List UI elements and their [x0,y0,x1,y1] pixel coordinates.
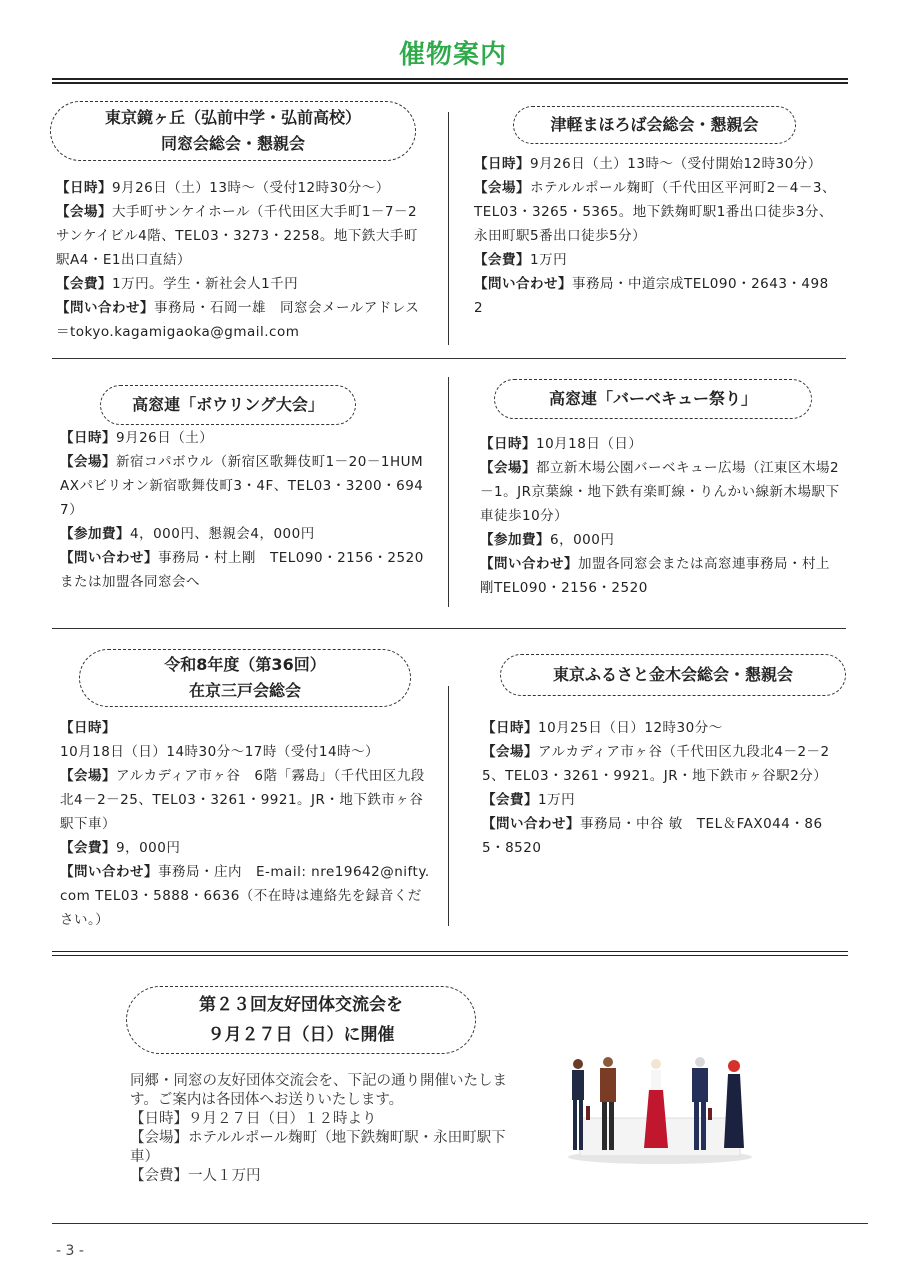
page-number: - 3 - [56,1243,84,1259]
event-datetime [60,426,430,450]
value: 1万円 [538,792,576,808]
label: 【会場】 [480,460,536,476]
event-fee [56,272,431,296]
value: 9月26日（土）13時～（受付開始12時30分） [530,156,822,172]
value: アルカディア市ヶ谷（千代田区九段北4－2－25、TEL03・3261・9921。JR・地下鉄市ヶ谷駅2分） [482,744,830,784]
event-title-pill [500,654,846,696]
event-venue [482,740,842,788]
label: 【会費】 [474,252,530,268]
value: ホテルルポール麹町（千代田区平河町2－4－3、TEL03・3265・5365。地下鉄麹町駅1番出口徒歩3分、永田町駅5番出口徒歩5分） [474,180,836,244]
event-title-pill [79,649,411,707]
event-venue [56,200,431,272]
section-rule-2 [52,955,848,956]
value: 新宿コパボウル（新宿区歌舞伎町1－20－1HUMAXパビリオン新宿歌舞伎町3・4F、TEL03・3200・6947） [60,454,424,518]
event-title-line: 高窓連「バーベキュー祭り」 [548,389,757,408]
event-title-pill [513,106,796,144]
label: 【参加費】 [60,526,130,542]
label: 【日時】 [482,720,538,736]
value: 9月26日（土） [116,430,214,446]
column-divider [448,377,449,607]
exchange-title-pill [126,986,476,1054]
event-venue [474,176,836,248]
event-title-line: 高窓連「ボウリング大会」 [132,395,324,414]
label: 【問い合わせ】 [60,550,158,566]
label: 【会費】 [60,840,116,856]
exchange-fee: 【会費】一人１万円 [130,1168,261,1184]
event-contact [60,546,430,594]
label: 【会場】 [60,454,116,470]
label: 【会費】 [482,792,538,808]
label: 【日時】 [60,720,116,736]
exchange-title-line: 第２３回友好団体交流会を [199,995,403,1015]
header-rule-2 [52,82,848,84]
value: 6，000円 [550,532,615,548]
event-venue [60,450,430,522]
column-divider [448,112,449,345]
footer-rule [52,1223,868,1224]
event-fee [474,248,836,272]
label: 【問い合わせ】 [56,300,154,316]
row-divider [52,358,846,359]
event-details [482,716,842,860]
label: 【会場】 [60,768,116,784]
event-fee [60,836,435,860]
value: 事務局・中谷 敏 TEL＆FAX044・865・8520 [482,816,823,856]
event-details [480,432,842,600]
exchange-venue: 【会場】ホテルルポール麹町（地下鉄麹町駅・永田町駅下車） [130,1130,506,1165]
event-fee [482,788,842,812]
event-title-pill [494,379,812,419]
exchange-details [130,1072,522,1186]
value: 大手町サンケイホール（千代田区大手町1－7－2サンケイビル4階、TEL03・3273・2258。地下鉄大手町駅A4・E1出口直結） [56,204,418,268]
event-datetime [480,432,842,456]
event-details [60,426,430,594]
label: 【問い合わせ】 [60,864,158,880]
label: 【日時】 [60,430,116,446]
label: 【日時】 [480,436,536,452]
value: 9月26日（土）13時～（受付12時30分～） [112,180,390,196]
column-divider [448,686,449,926]
label: 【問い合わせ】 [482,816,580,832]
row-divider [52,628,846,629]
event-title-line: 同窓会総会・懇親会 [160,134,305,153]
value: 9，000円 [116,840,181,856]
event-fee [60,522,430,546]
label: 【会費】 [56,276,112,292]
event-venue [480,456,842,528]
event-title-line: 在京三戸会総会 [188,681,301,700]
exchange-title-line: ９月２７日（日）に開催 [207,1025,395,1045]
event-details [60,716,435,932]
value: 10月25日（日）12時30分～ [538,720,723,736]
value: 事務局・庄内 E-mail: nre19642@nifty.com TEL03・5888・6636（不在時は連絡先を録音ください。） [60,864,430,928]
party-illustration [560,1050,760,1165]
event-title-line: 令和8年度（第36回） [164,655,326,674]
event-contact [482,812,842,860]
event-datetime [56,176,431,200]
event-contact [60,860,435,932]
exchange-datetime: 【日時】９月２７日（日）１２時より [130,1111,377,1127]
event-contact [474,272,836,320]
section-rule [52,951,848,952]
event-details [474,152,836,320]
label: 【問い合わせ】 [480,556,578,572]
value: 事務局・中道宗成TEL090・2643・4982 [474,276,829,316]
event-fee [480,528,842,552]
label: 【会場】 [482,744,538,760]
value: 加盟各同窓会または高窓連事務局・村上剛TEL090・2156・2520 [480,556,830,596]
value: 1万円。学生・新社会人1千円 [112,276,299,292]
value: 10月18日（日）14時30分～17時（受付14時～） [60,744,380,760]
event-contact [56,296,431,344]
event-title-pill [100,385,356,425]
value: 都立新木場公園バーベキュー広場（江東区木場2－1。JR京葉線・地下鉄有楽町線・りんかい線新木場駅下車徒歩10分） [480,460,840,524]
value: 10月18日（日） [536,436,643,452]
exchange-intro: 同郷・同窓の友好団体交流会を、下記の通り開催いたします。ご案内は各団体へお送りいたします。 [130,1073,507,1108]
header-rule [52,78,848,80]
label: 【会場】 [56,204,112,220]
value: アルカディア市ヶ谷 6階「霧島」（千代田区九段北4－2－25、TEL03・3261・9921。JR・地下鉄市ヶ谷駅下車） [60,768,425,832]
label: 【日時】 [56,180,112,196]
value: 事務局・村上剛 TEL090・2156・2520または加盟各同窓会へ [60,550,424,590]
event-datetime [474,152,836,176]
label: 【参加費】 [480,532,550,548]
event-details [56,176,431,344]
label: 【日時】 [474,156,530,172]
event-venue [60,764,435,836]
event-title-line: 津軽まほろば会総会・懇親会 [550,115,759,134]
value: 1万円 [530,252,568,268]
event-contact [480,552,842,600]
event-title-line: 東京鏡ヶ丘（弘前中学・弘前高校） [104,108,361,127]
event-title-pill [50,101,416,161]
event-datetime [482,716,842,740]
label: 【問い合わせ】 [474,276,572,292]
value: 事務局・石岡一雄 同窓会メールアドレス＝tokyo.kagamigaoka@gmail.com [56,300,420,340]
page-title: 催物案内 [398,40,507,70]
value: 4，000円、懇親会4，000円 [130,526,315,542]
event-title-line: 東京ふるさと金木会総会・懇親会 [552,665,793,684]
label: 【会場】 [474,180,530,196]
event-datetime [60,716,435,764]
